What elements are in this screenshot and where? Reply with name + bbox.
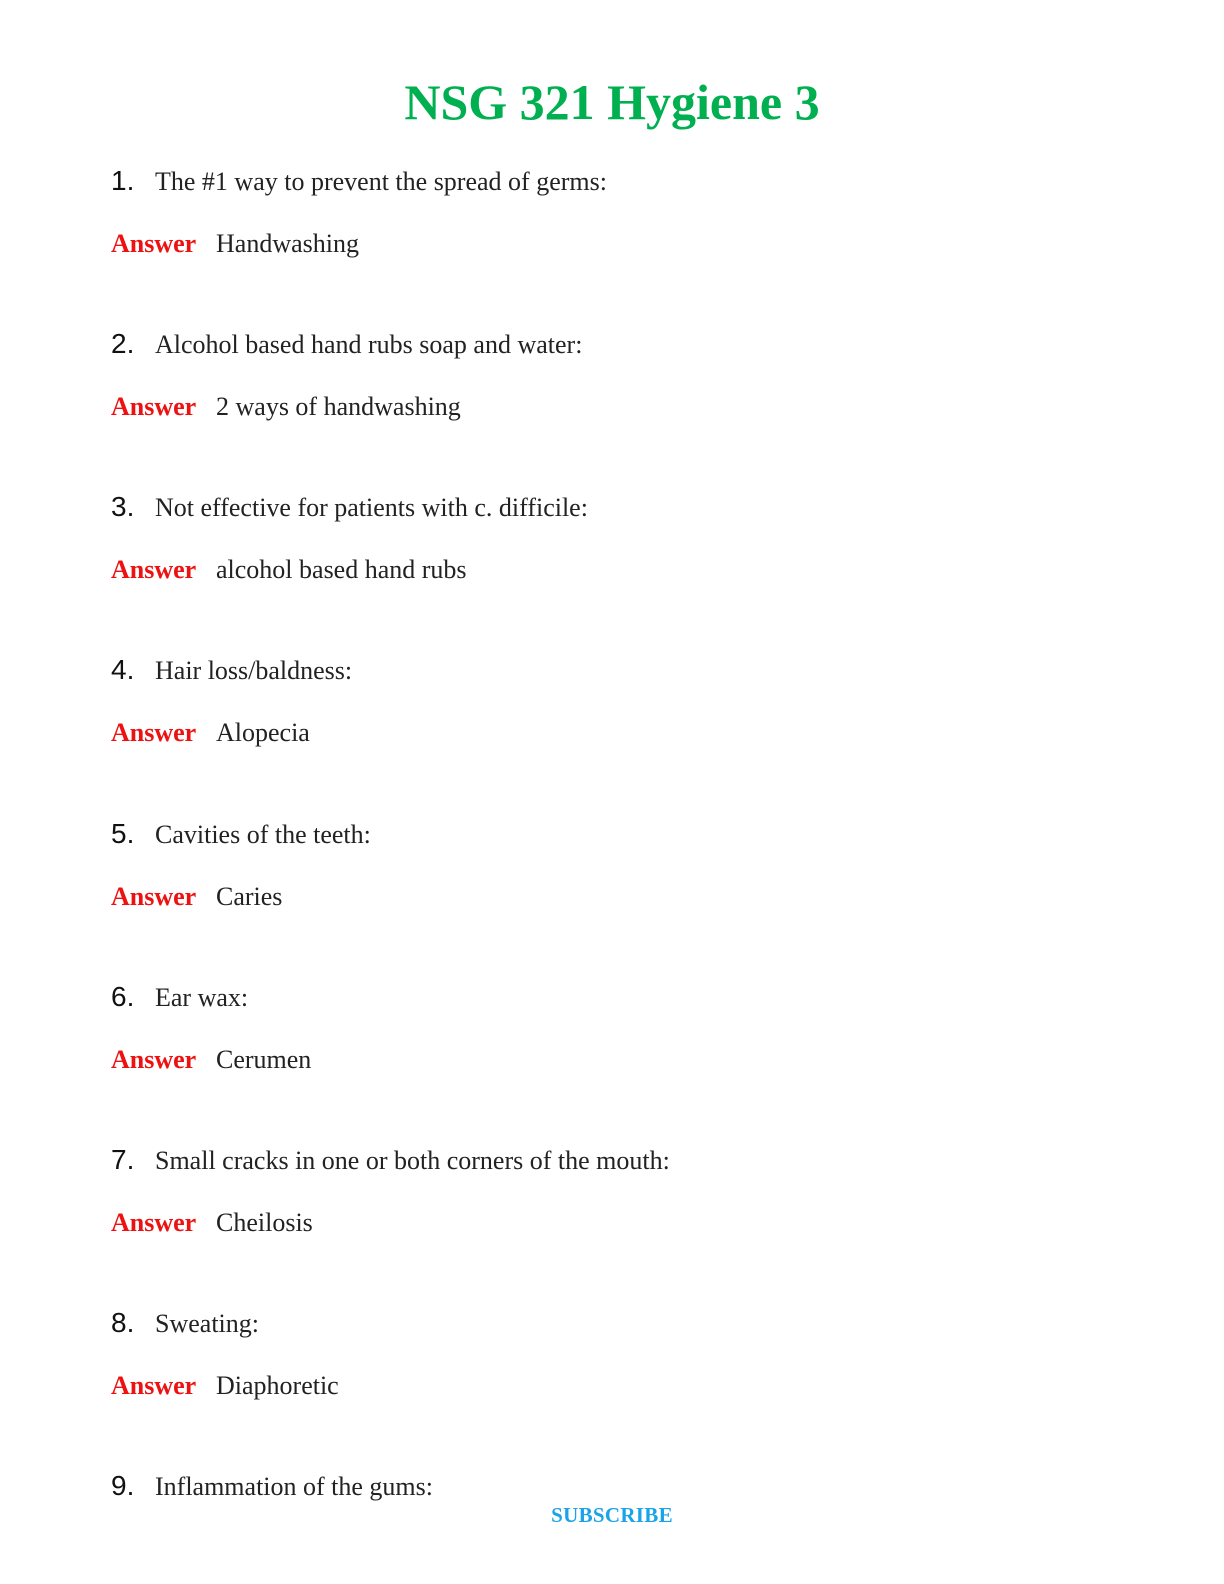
answer-text: alcohol based hand rubs <box>216 555 467 584</box>
question-line <box>111 1142 670 1178</box>
question-text: Small cracks in one or both corners of the mouth: <box>155 1146 670 1175</box>
answer-label: Answer <box>111 718 197 747</box>
question-number: 2. <box>111 328 135 359</box>
question-number: 4. <box>111 654 135 685</box>
question-text: Sweating: <box>155 1309 259 1338</box>
answer-text: Diaphoretic <box>216 1371 339 1400</box>
question-text: Cavities of the teeth: <box>155 820 371 849</box>
answer-text: Cheilosis <box>216 1208 313 1237</box>
question-text: Inflammation of the gums: <box>155 1472 434 1501</box>
answer-text: 2 ways of handwashing <box>216 392 461 421</box>
question-line <box>111 816 371 852</box>
page-title: NSG 321 Hygiene 3 <box>404 74 820 130</box>
question-number: 9. <box>111 1470 135 1501</box>
question-text: Hair loss/baldness: <box>155 656 353 685</box>
answer-label: Answer <box>111 229 197 258</box>
question-number: 8. <box>111 1307 135 1338</box>
answer-text: Cerumen <box>216 1045 312 1074</box>
answer-label: Answer <box>111 392 197 421</box>
answer-label: Answer <box>111 1045 197 1074</box>
answer-label: Answer <box>111 555 197 584</box>
question-line <box>111 1305 259 1341</box>
answer-label: Answer <box>111 882 197 911</box>
question-number: 6. <box>111 981 135 1012</box>
question-text: The #1 way to prevent the spread of germs: <box>155 167 607 196</box>
question-number: 7. <box>111 1144 135 1175</box>
subscribe-link[interactable]: SUBSCRIBE <box>551 1503 673 1527</box>
answer-text: Caries <box>216 882 283 911</box>
answer-line <box>111 715 310 751</box>
question-line <box>111 489 588 525</box>
answer-label: Answer <box>111 1371 197 1400</box>
answer-line <box>111 389 461 425</box>
question-line <box>111 652 352 688</box>
question-text: Not effective for patients with c. difficile: <box>155 493 588 522</box>
answer-text: Handwashing <box>216 229 359 258</box>
answer-line <box>111 226 359 262</box>
question-line <box>111 163 607 199</box>
question-number: 3. <box>111 491 135 522</box>
question-number: 1. <box>111 165 135 196</box>
question-line <box>111 1468 433 1504</box>
question-text: Alcohol based hand rubs soap and water: <box>155 330 583 359</box>
answer-line <box>111 879 282 915</box>
answer-line <box>111 1042 311 1078</box>
question-line <box>111 979 248 1015</box>
answer-line <box>111 552 467 588</box>
answer-label: Answer <box>111 1208 197 1237</box>
answer-text: Alopecia <box>216 718 310 747</box>
question-line <box>111 326 582 362</box>
question-number: 5. <box>111 818 135 849</box>
question-text: Ear wax: <box>155 983 249 1012</box>
answer-line <box>111 1205 313 1241</box>
answer-line <box>111 1368 339 1404</box>
